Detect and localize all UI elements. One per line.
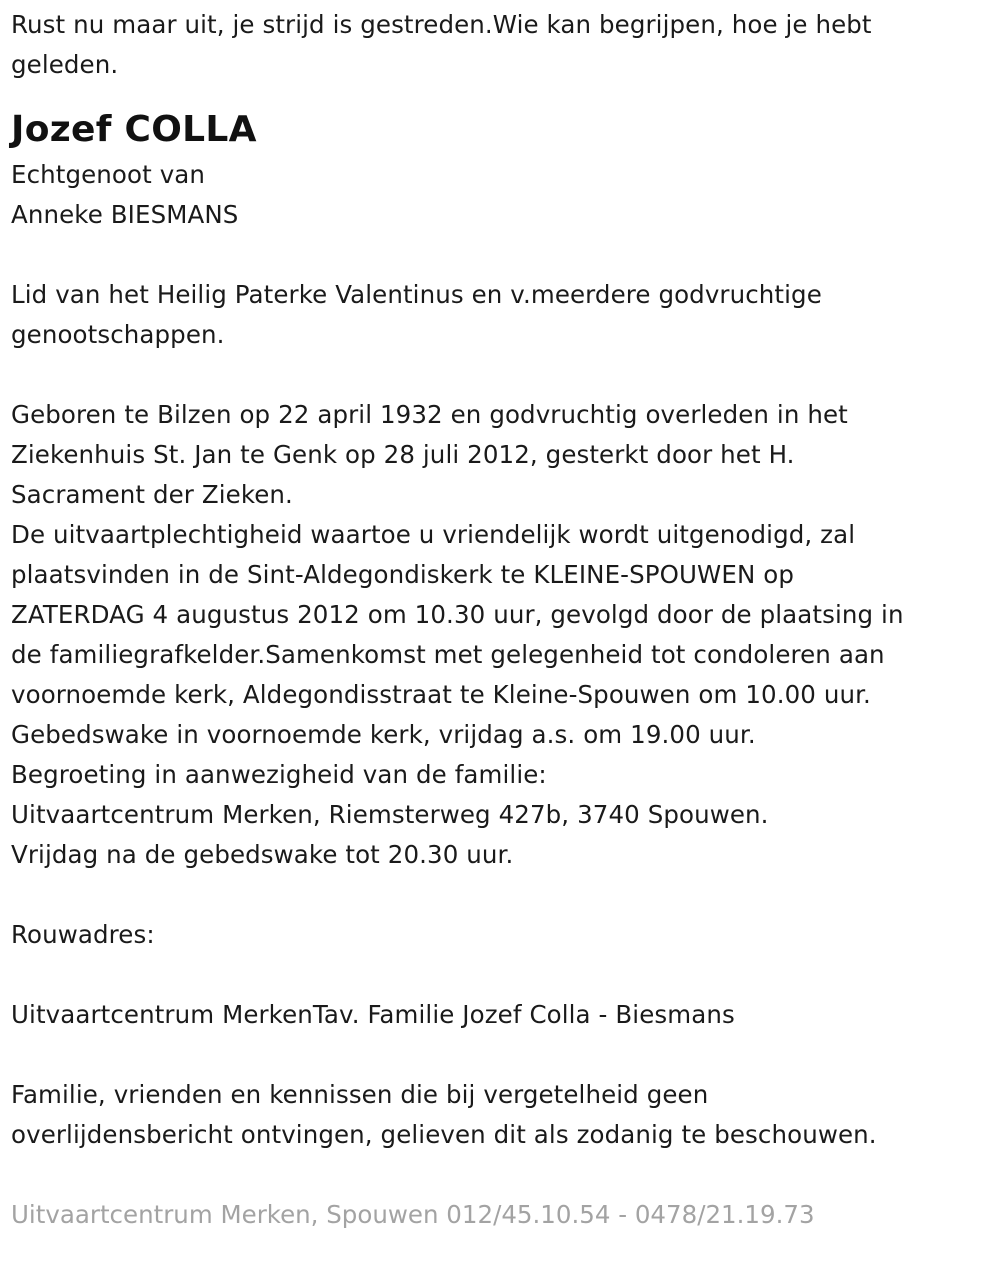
deceased-name: Jozef COLLA [11,109,257,150]
details-line: voornoemde kerk, Aldegondisstraat te Kleine-Spouwen om 10.00 uur. [11,680,871,709]
spouse-name: Anneke BIESMANS [11,200,239,229]
details-line: Uitvaartcentrum Merken, Riemsterweg 427b, 3740 Spouwen. [11,800,769,829]
details-line: Vrijdag na de gebedswake tot 20.30 uur. [11,840,514,869]
details-line: Ziekenhuis St. Jan te Genk op 28 juli 2012, gesterkt door het H. [11,440,795,469]
details-line: Sacrament der Zieken. [11,480,293,509]
address-value: Uitvaartcentrum MerkenTav. Familie Jozef Colla - Biesmans [11,1000,735,1029]
relation-label: Echtgenoot van [11,160,206,189]
membership-paragraph [11,275,991,355]
closing-paragraph [11,1075,991,1155]
membership-line: Lid van het Heilig Paterke Valentinus en v.meerdere godvruchtige [11,280,822,309]
membership-line: genootschappen. [11,320,225,349]
intro-line: geleden. [11,50,119,79]
funeral-home-footer: Uitvaartcentrum Merken, Spouwen 012/45.10.54 - 0478/21.19.73 [11,1200,815,1229]
address-label: Rouwadres: [11,920,155,949]
closing-line: overlijdensbericht ontvingen, gelieven dit als zodanig te beschouwen. [11,1120,877,1149]
details-line: Begroeting in aanwezigheid van de familie: [11,760,547,789]
details-paragraph [11,395,991,875]
closing-line: Familie, vrienden en kennissen die bij vergetelheid geen [11,1080,709,1109]
details-line: De uitvaartplechtigheid waartoe u vriendelijk wordt uitgenodigd, zal [11,520,856,549]
details-line: ZATERDAG 4 augustus 2012 om 10.30 uur, gevolgd door de plaatsing in [11,600,904,629]
intro-verse [11,5,991,85]
details-line: de familiegrafkelder.Samenkomst met gelegenheid tot condoleren aan [11,640,885,669]
obituary-notice [11,0,991,1235]
details-line: plaatsvinden in de Sint-Aldegondiskerk te KLEINE-SPOUWEN op [11,560,795,589]
intro-line: Rust nu maar uit, je strijd is gestreden.Wie kan begrijpen, hoe je hebt [11,10,872,39]
details-line: Geboren te Bilzen op 22 april 1932 en godvruchtig overleden in het [11,400,848,429]
details-line: Gebedswake in voornoemde kerk, vrijdag a.s. om 19.00 uur. [11,720,756,749]
